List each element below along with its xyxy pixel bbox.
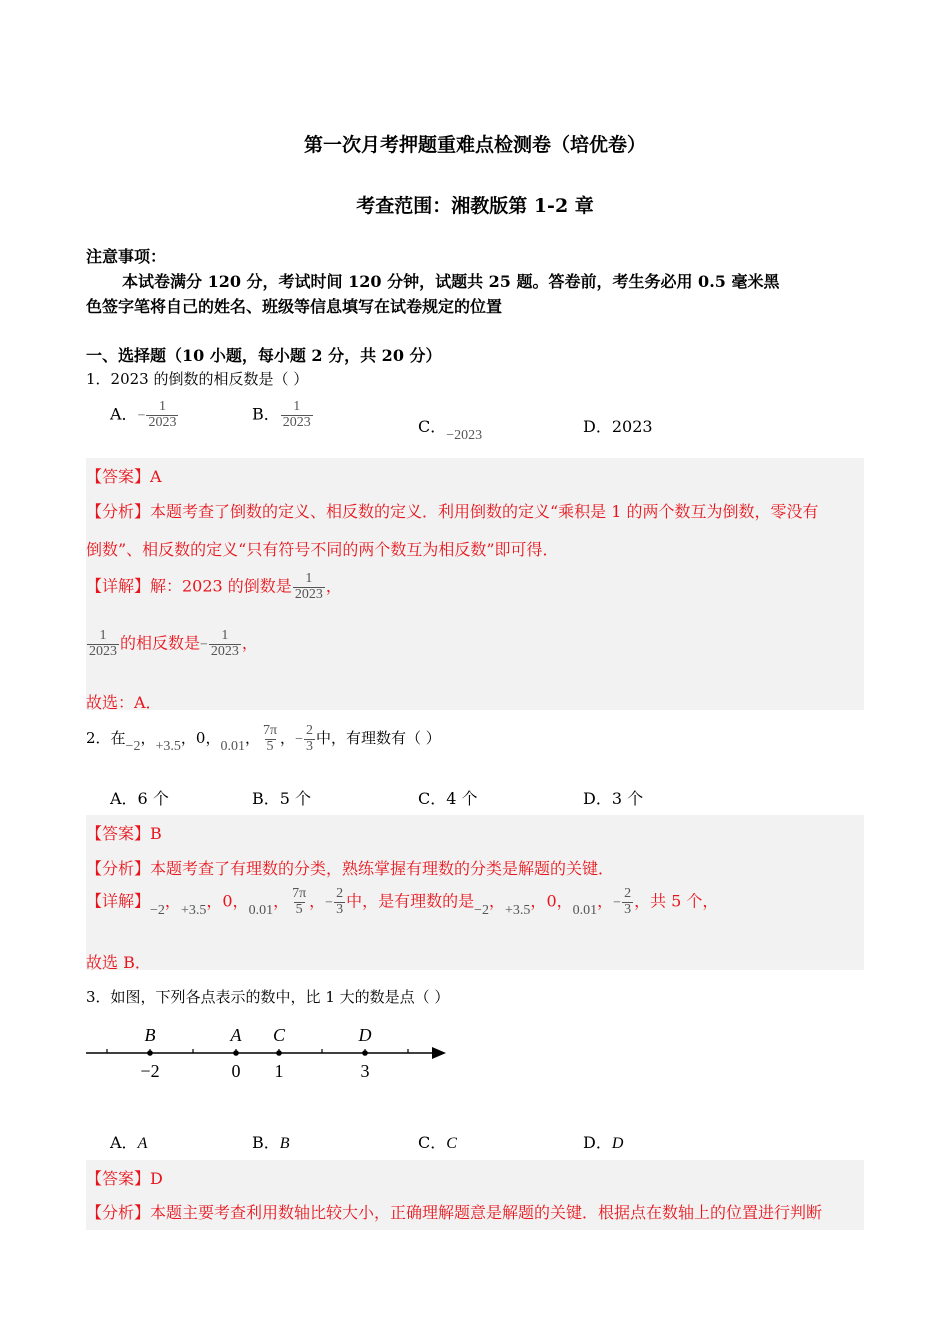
- q1-option-a-fraction: [146, 400, 178, 430]
- q1-line2-end: ，: [241, 633, 258, 653]
- point-label-B: B: [144, 1025, 156, 1045]
- q2-analysis: 【分析】本题考查了有理数的分类，熟练掌握有理数的分类是解题的关键．: [86, 859, 615, 878]
- q2-detail-comma: ，: [164, 891, 181, 911]
- point-label-A: A: [230, 1025, 242, 1045]
- point-label-D: D: [358, 1025, 372, 1045]
- q2-detail-neg2-b: −2: [474, 902, 489, 918]
- q1-a-numerator: 1: [158, 399, 166, 414]
- point-value-D: 3: [360, 1061, 370, 1081]
- q2-conclusion: 故选 B．: [86, 953, 151, 972]
- q2-detail-neg-sign-b: −: [613, 895, 622, 911]
- q1-analysis-line1: 【分析】本题考查了倒数的定义、相反数的定义．利用倒数的定义“乘积是 1 的两个数互为倒数，零没有: [86, 502, 819, 521]
- q2-detail-0: 0: [222, 891, 233, 911]
- q3-answer-box: [86, 1160, 864, 1230]
- page-title: 第一次月考押题重难点检测卷（培优卷）: [303, 134, 646, 156]
- q2-value-neg2: −2: [125, 739, 141, 755]
- q1-stem: 1．2023 的倒数的相反数是（ ）: [86, 370, 309, 388]
- notice-heading: 注意事项：: [86, 247, 167, 266]
- q1-detail-line2: [86, 629, 258, 659]
- number-line-arrow-icon: [432, 1047, 446, 1059]
- q2-comma: ，: [280, 729, 296, 748]
- q1-b-denominator: 2023: [282, 414, 311, 430]
- q2-detail-3-5: +3.5: [180, 902, 207, 918]
- q2-neg-sign: −: [295, 732, 303, 748]
- q1-option-b: [252, 400, 314, 430]
- q2-detail-0-01: 0.01: [248, 902, 274, 918]
- q1-option-d: D．2023: [583, 417, 653, 436]
- q2-detail-end: ，共 5 个，: [634, 891, 719, 911]
- q2-detail-mid: 中，是有理数的是: [346, 891, 475, 911]
- q2-option-b: B．5 个: [252, 789, 312, 808]
- q1-line2-denominator: 2023: [89, 643, 117, 659]
- q1-line2-sign: −: [200, 637, 208, 653]
- q1-line2-denominator2: 2023: [210, 643, 239, 659]
- q2-answer: 【答案】B: [86, 824, 162, 843]
- q1-b-numerator: 1: [293, 399, 301, 414]
- q2-detail-2-3-numerator: 2: [336, 886, 344, 901]
- q1-analysis-line2: 倒数”、相反数的定义“只有符号不同的两个数互为相反数”即可得．: [86, 540, 559, 559]
- q1-option-c-value: −2023: [446, 428, 483, 443]
- q2-comma: ，: [244, 729, 260, 748]
- point-value-A: 0: [231, 1061, 241, 1081]
- q1-line2-fraction2: [209, 629, 241, 659]
- q1-line2-numerator2: 1: [221, 628, 229, 643]
- q2-detail-2-3-denominator-b: 3: [624, 901, 632, 917]
- point-dot-C: [276, 1050, 282, 1056]
- q2-detail-0-01-b: 0.01: [572, 902, 598, 918]
- q1-a-denominator: 2023: [148, 414, 177, 430]
- q2-detail-comma: ，: [273, 891, 290, 911]
- q3-stem: 3．如图，下列各点表示的数中，比 1 大的数是点（ ）: [86, 988, 450, 1006]
- q2-stem: [86, 724, 441, 754]
- q2-option-d: D．3 个: [583, 789, 644, 808]
- q1-option-c: [418, 414, 483, 443]
- q3-option-b: [252, 1130, 290, 1153]
- point-dot-B: [147, 1050, 153, 1056]
- q3-option-a-label: A．: [110, 1133, 138, 1152]
- q3-option-a-value: A: [137, 1135, 148, 1152]
- q1-detail-prefix: 【详解】解：2023 的倒数是: [86, 576, 292, 596]
- q2-value-7pi-5: [261, 724, 279, 754]
- point-dot-A: [233, 1050, 239, 1056]
- q2-2-3-denominator: 3: [305, 738, 313, 754]
- q2-option-a: A．6 个: [110, 789, 169, 808]
- q1-conclusion: 故选：A．: [86, 693, 162, 712]
- q2-comma: ，: [205, 729, 221, 748]
- q1-answer-box: [86, 458, 864, 710]
- q2-detail-0-b: 0: [546, 891, 557, 911]
- q2-detail: [86, 887, 718, 917]
- q3-option-d: [583, 1130, 623, 1153]
- point-label-C: C: [272, 1025, 286, 1045]
- q2-comma: ，: [140, 729, 156, 748]
- q3-option-b-label: B．: [252, 1133, 280, 1152]
- q1-detail-numerator: 1: [305, 571, 313, 586]
- q2-stem-prefix: 2．在: [86, 729, 126, 748]
- q2-2-3-numerator: 2: [305, 723, 313, 738]
- q1-detail-comma: ，: [325, 576, 342, 596]
- q3-option-a: [110, 1130, 147, 1153]
- q2-value-3-5: +3.5: [155, 739, 181, 755]
- q3-option-c: [418, 1130, 457, 1153]
- q1-detail-denominator: 2023: [294, 586, 323, 602]
- point-value-C: 1: [274, 1061, 284, 1081]
- q1-option-c-label: C．: [418, 417, 447, 436]
- notice-line2: 色签字笔将自己的姓名、班级等信息填写在试卷规定的位置: [86, 297, 503, 316]
- q2-detail-neg-sign: −: [325, 895, 334, 911]
- q2-comma: ，: [180, 729, 196, 748]
- q2-detail-comma: ，: [232, 891, 249, 911]
- q2-detail-comma: ，: [206, 891, 223, 911]
- q1-option-a-sign: −: [137, 408, 146, 424]
- q1-detail-fraction: [293, 572, 325, 602]
- q2-7pi-denominator: 5: [266, 738, 274, 754]
- q3-option-d-label: D．: [583, 1133, 612, 1152]
- q3-analysis: 【分析】本题主要考查利用数轴比较大小，正确理解题意是解题的关键．根据点在数轴上的位置进行判断: [86, 1203, 823, 1222]
- q2-detail-comma: ，: [597, 891, 614, 911]
- q2-7pi-numerator: 7π: [262, 723, 278, 738]
- q1-line2-numerator: 1: [99, 628, 107, 643]
- q2-value-0: 0: [195, 729, 206, 748]
- q2-detail-2-3-b: [622, 887, 633, 917]
- q3-answer: 【答案】D: [86, 1169, 163, 1188]
- q2-stem-suffix: 中，有理数有（ ）: [315, 729, 441, 748]
- q3-option-c-label: C．: [418, 1133, 447, 1152]
- q1-detail-line1: [86, 572, 342, 602]
- point-value-B: −2: [140, 1061, 160, 1081]
- q2-answer-box: [86, 815, 864, 970]
- q3-option-b-value: B: [279, 1135, 290, 1152]
- q3-option-d-value: D: [611, 1135, 624, 1152]
- q1-option-a: [110, 400, 179, 430]
- page-subtitle: 考查范围：湘教版第 1-2 章: [356, 195, 594, 217]
- q2-detail-2-3: [334, 887, 345, 917]
- q2-value-0-01: 0.01: [220, 739, 245, 755]
- section-heading: 一、选择题（10 小题，每小题 2 分，共 20 分）: [86, 346, 442, 365]
- q2-detail-prefix: 【详解】: [86, 891, 151, 911]
- q2-detail-7pi-denominator: 5: [295, 901, 303, 917]
- q1-option-a-label: A．: [110, 404, 138, 424]
- q1-answer: 【答案】A: [86, 467, 162, 486]
- q1-line2-fraction: [87, 629, 119, 659]
- q2-detail-neg2: −2: [150, 902, 165, 918]
- q2-detail-2-3-numerator-b: 2: [624, 886, 632, 901]
- q2-detail-comma: ，: [309, 891, 326, 911]
- notice-line1: 本试卷满分 120 分，考试时间 120 分钟，试题共 25 题。答卷前，考生务必用 0.5 毫米黑: [122, 272, 780, 291]
- q2-value-2-3: [304, 724, 315, 754]
- q1-option-b-label: B．: [252, 404, 280, 424]
- q2-detail-3-5-b: +3.5: [505, 902, 531, 918]
- q1-line2-text: 的相反数是: [120, 633, 201, 653]
- q2-detail-2-3-denominator: 3: [336, 901, 344, 917]
- q2-detail-7pi-5: [290, 887, 308, 917]
- q2-detail-comma: ，: [556, 891, 573, 911]
- number-line-figure: [86, 1020, 456, 1090]
- point-dot-D: [362, 1050, 368, 1056]
- q2-detail-7pi-numerator: 7π: [292, 886, 307, 901]
- q2-detail-comma: ，: [489, 891, 506, 911]
- q2-option-c: C．4 个: [418, 789, 478, 808]
- q1-option-b-fraction: [281, 400, 313, 430]
- q2-detail-comma: ，: [530, 891, 547, 911]
- q3-option-c-value: C: [446, 1135, 457, 1152]
